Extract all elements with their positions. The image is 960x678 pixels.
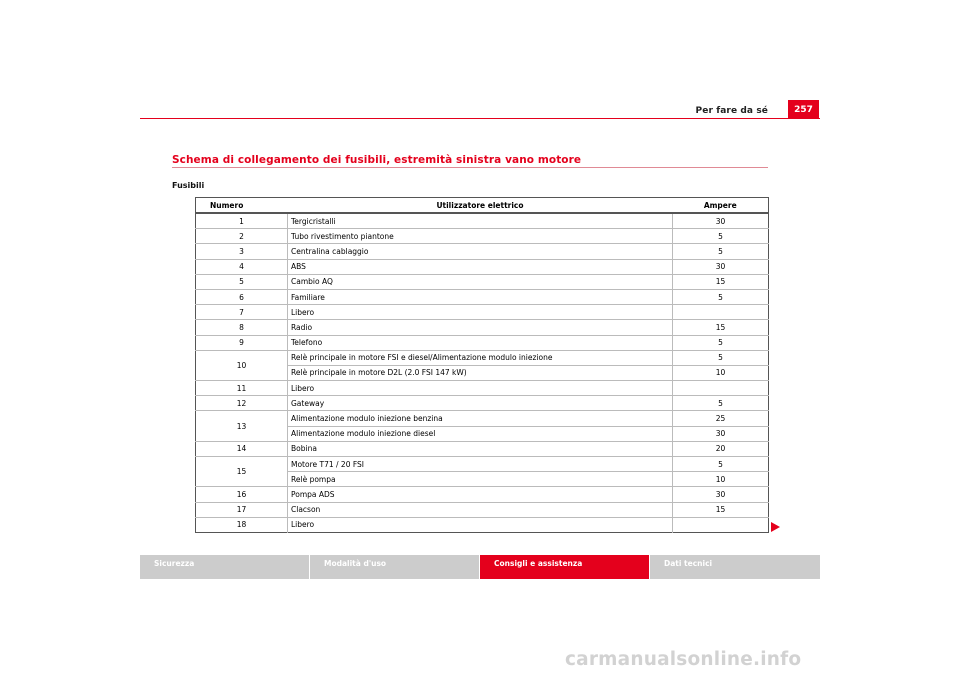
- fuse-consumer: Libero: [288, 517, 673, 532]
- fuse-consumer: Clacson: [288, 502, 673, 517]
- fuse-amperage: 15: [673, 502, 769, 517]
- table-row: [196, 274, 769, 289]
- header-title: Per fare da sé: [695, 106, 768, 116]
- fuse-amperage: [673, 305, 769, 320]
- fuse-consumer: Bobina: [288, 441, 673, 456]
- fuse-number: 11: [196, 381, 288, 396]
- fuse-consumer: Relè principale in motore D2L (2.0 FSI 147 kW): [288, 365, 673, 380]
- fuse-consumer: Alimentazione modulo iniezione diesel: [288, 426, 673, 441]
- fuse-number: 10: [196, 350, 288, 380]
- fuse-consumer: Relè pompa: [288, 472, 673, 487]
- table-row: [196, 350, 769, 365]
- fuse-consumer: Radio: [288, 320, 673, 335]
- table-row: [196, 289, 769, 304]
- fuse-table: [195, 197, 769, 533]
- fuse-number: 18: [196, 517, 288, 532]
- tab-consigli-assistenza[interactable]: Consigli e assistenza: [480, 555, 650, 579]
- fuse-number: 17: [196, 502, 288, 517]
- fuse-consumer: Tubo rivestimento piantone: [288, 229, 673, 244]
- table-row: [196, 244, 769, 259]
- fuse-number: 9: [196, 335, 288, 350]
- table-row: [196, 502, 769, 517]
- fuse-consumer: Libero: [288, 305, 673, 320]
- fuse-amperage: 15: [673, 274, 769, 289]
- fuse-amperage: 15: [673, 320, 769, 335]
- fuse-number: 2: [196, 229, 288, 244]
- table-row: [196, 259, 769, 274]
- fuse-consumer: Motore T71 / 20 FSI: [288, 457, 673, 472]
- fuse-consumer: Tergicristalli: [288, 213, 673, 229]
- fuse-amperage: 30: [673, 259, 769, 274]
- table-row: [196, 335, 769, 350]
- fuse-consumer: Telefono: [288, 335, 673, 350]
- table-row: [196, 487, 769, 502]
- fuse-number: 16: [196, 487, 288, 502]
- tab-sicurezza[interactable]: Sicurezza: [140, 555, 310, 579]
- table-row: [196, 411, 769, 426]
- column-header-ampere: Ampere: [673, 198, 769, 214]
- fuse-number: 1: [196, 213, 288, 229]
- fuse-number: 6: [196, 289, 288, 304]
- fuse-amperage: 30: [673, 487, 769, 502]
- fuse-consumer: Cambio AQ: [288, 274, 673, 289]
- fuse-number: 8: [196, 320, 288, 335]
- fuse-amperage: 5: [673, 396, 769, 411]
- table-row: [196, 229, 769, 244]
- table-row: [196, 441, 769, 456]
- fuse-number: 12: [196, 396, 288, 411]
- fuse-amperage: 10: [673, 472, 769, 487]
- fuse-amperage: 5: [673, 335, 769, 350]
- continue-arrow-icon[interactable]: [771, 522, 780, 532]
- fuse-consumer: Relè principale in motore FSI e diesel/Alimentazione modulo iniezione: [288, 350, 673, 365]
- watermark: carmanualsonline.info: [565, 649, 802, 670]
- tab-dati-tecnici[interactable]: Dati tecnici: [650, 555, 820, 579]
- fuse-amperage: 5: [673, 289, 769, 304]
- fuse-amperage: 30: [673, 213, 769, 229]
- column-header-utilizzatore: Utilizzatore elettrico: [288, 198, 673, 214]
- column-header-numero: Numero: [196, 198, 288, 214]
- fuse-amperage: 5: [673, 457, 769, 472]
- table-row: [196, 457, 769, 472]
- table-row: [196, 213, 769, 229]
- fuse-amperage: 10: [673, 365, 769, 380]
- fuse-consumer: ABS: [288, 259, 673, 274]
- fuse-number: 5: [196, 274, 288, 289]
- fuse-consumer: Familiare: [288, 289, 673, 304]
- fuse-consumer: Centralina cablaggio: [288, 244, 673, 259]
- table-row: [196, 396, 769, 411]
- fuse-amperage: 25: [673, 411, 769, 426]
- fuse-consumer: Gateway: [288, 396, 673, 411]
- fuse-number: 13: [196, 411, 288, 441]
- fuse-number: 14: [196, 441, 288, 456]
- table-row: [196, 517, 769, 532]
- fuse-amperage: 5: [673, 350, 769, 365]
- fuse-number: 3: [196, 244, 288, 259]
- fuse-amperage: 30: [673, 426, 769, 441]
- fuse-consumer: Alimentazione modulo iniezione benzina: [288, 411, 673, 426]
- fuse-consumer: Libero: [288, 381, 673, 396]
- table-row: [196, 305, 769, 320]
- section-title: Schema di collegamento dei fusibili, estremità sinistra vano motore: [172, 154, 582, 166]
- table-row: [196, 381, 769, 396]
- footer-nav: [140, 555, 820, 579]
- tab-modalita-uso[interactable]: Modalità d'uso: [310, 555, 480, 579]
- fuse-consumer: Pompa ADS: [288, 487, 673, 502]
- table-header-row: [196, 198, 769, 214]
- fuse-amperage: [673, 381, 769, 396]
- fuse-number: 7: [196, 305, 288, 320]
- section-subtitle: Fusibili: [172, 181, 205, 190]
- section-divider: [172, 167, 768, 168]
- fuse-amperage: 20: [673, 441, 769, 456]
- table-row: [196, 320, 769, 335]
- header-divider: [140, 118, 820, 119]
- fuse-table-body: [196, 213, 769, 532]
- fuse-amperage: [673, 517, 769, 532]
- page-number: 257: [788, 100, 819, 118]
- fuse-amperage: 5: [673, 229, 769, 244]
- fuse-amperage: 5: [673, 244, 769, 259]
- fuse-number: 4: [196, 259, 288, 274]
- fuse-number: 15: [196, 457, 288, 487]
